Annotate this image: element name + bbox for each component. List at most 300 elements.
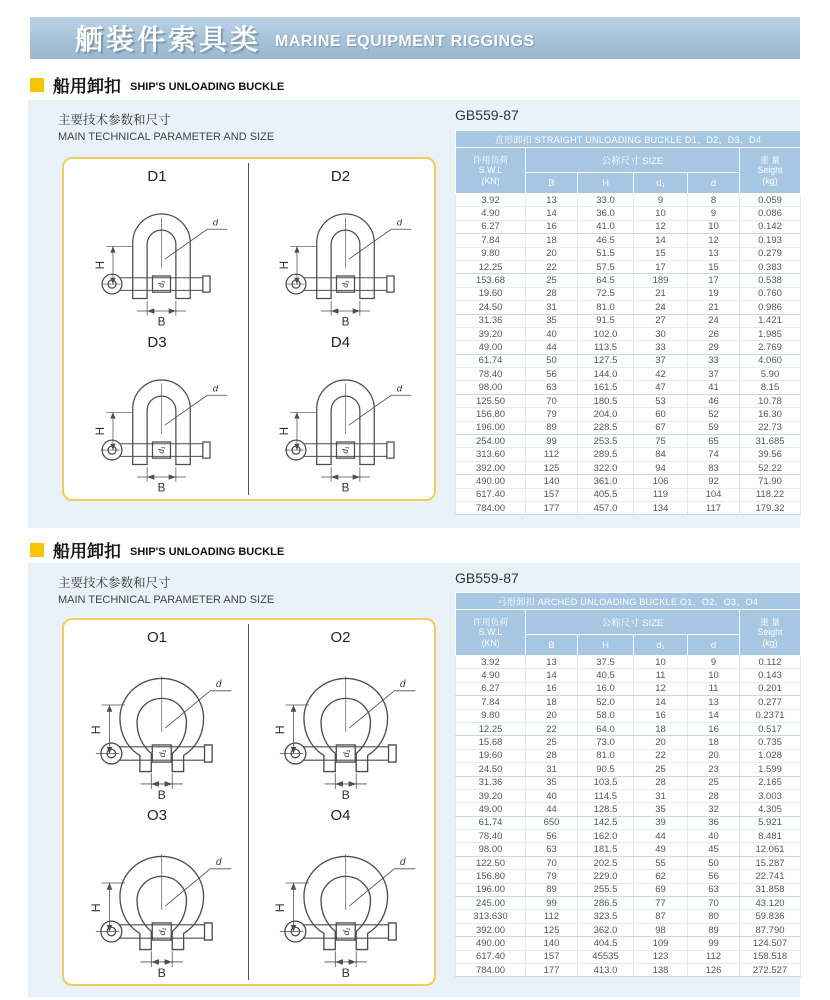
table-cell: 6.27 bbox=[456, 682, 526, 695]
table-cell: 15.287 bbox=[740, 856, 801, 869]
table-cell: 39.20 bbox=[456, 789, 526, 802]
table-row bbox=[456, 937, 801, 950]
table-cell: 45 bbox=[688, 843, 740, 856]
col-swl-en: S.W.L bbox=[478, 165, 503, 176]
table-cell: 18 bbox=[526, 234, 578, 247]
table-row bbox=[456, 682, 801, 695]
table-cell: 457.0 bbox=[578, 501, 634, 514]
table-cell: 162.0 bbox=[578, 830, 634, 843]
table-row bbox=[456, 381, 801, 394]
table-row bbox=[456, 234, 801, 247]
table-cell: 17 bbox=[688, 274, 740, 287]
table-row bbox=[456, 274, 801, 287]
table-cell: 0.193 bbox=[740, 234, 801, 247]
table-cell: 10 bbox=[688, 220, 740, 233]
table-row bbox=[456, 656, 801, 669]
table-cell: 73.0 bbox=[578, 736, 634, 749]
table-cell: 24 bbox=[688, 314, 740, 327]
table-cell: 99 bbox=[526, 897, 578, 910]
table-cell: 392.00 bbox=[456, 461, 526, 474]
table-cell: 14 bbox=[688, 709, 740, 722]
table-cell: 784.00 bbox=[456, 963, 526, 976]
col-weight-unit: (kg) bbox=[762, 175, 778, 186]
table-cell: 99 bbox=[526, 435, 578, 448]
table-cell: 12.061 bbox=[740, 843, 801, 856]
table-cell: 23 bbox=[688, 763, 740, 776]
table-row bbox=[456, 722, 801, 735]
table-row bbox=[456, 247, 801, 260]
page-title-zh: 舾装件索具类 bbox=[75, 24, 262, 55]
table-cell: 2.769 bbox=[740, 341, 801, 354]
col-header-h: H bbox=[578, 173, 634, 194]
table-cell: 36 bbox=[688, 816, 740, 829]
table-cell: 41.0 bbox=[578, 220, 634, 233]
bow-shackle-diagram bbox=[71, 648, 243, 802]
table-cell: 45535 bbox=[578, 950, 634, 963]
table-cell: 9 bbox=[634, 194, 688, 207]
table-cell: 40 bbox=[526, 327, 578, 340]
col-header-swl bbox=[456, 610, 526, 656]
table-cell: 18 bbox=[526, 696, 578, 709]
table-cell: 33.0 bbox=[578, 194, 634, 207]
table-cell: 81.0 bbox=[578, 301, 634, 314]
diagram-label: D1 bbox=[147, 168, 167, 185]
table-cell: 1.599 bbox=[740, 763, 801, 776]
table-cell: 9 bbox=[688, 656, 740, 669]
section-title-zh: 船用卸扣 bbox=[53, 542, 121, 561]
table-cell: 119 bbox=[634, 488, 688, 501]
section-title-en: SHIP'S UNLOADING BUCKLE bbox=[130, 545, 285, 558]
table-cell: 79 bbox=[526, 870, 578, 883]
table-cell: 124.507 bbox=[740, 937, 801, 950]
table-cell: 44 bbox=[526, 341, 578, 354]
table-cell: 0.760 bbox=[740, 287, 801, 300]
d-shackle-diagram bbox=[255, 187, 427, 329]
table-cell: 59 bbox=[688, 421, 740, 434]
table-cell: 179.32 bbox=[740, 501, 801, 514]
table-cell: 12 bbox=[634, 220, 688, 233]
parameter-caption-en: MAIN TECHNICAL PARAMETER AND SIZE bbox=[58, 131, 275, 143]
table-banner: 直形卸扣 STRAIGHT UNLOADING BUCKLE D1、D2、D3、D4 bbox=[456, 131, 801, 148]
table-banner: 弓形卸扣 ARCHED UNLOADING BUCKLE O1、O2、O3、O4 bbox=[456, 593, 801, 610]
table-cell: 156.80 bbox=[456, 408, 526, 421]
table-cell: 255.5 bbox=[578, 883, 634, 896]
table-cell: 4.060 bbox=[740, 354, 801, 367]
table-row bbox=[456, 843, 801, 856]
table-cell: 0.142 bbox=[740, 220, 801, 233]
table-cell: 16 bbox=[634, 709, 688, 722]
table-cell: 55 bbox=[634, 856, 688, 869]
table-cell: 0.517 bbox=[740, 722, 801, 735]
table-cell: 196.00 bbox=[456, 883, 526, 896]
col-header-swl bbox=[456, 148, 526, 194]
table-cell: 58.0 bbox=[578, 709, 634, 722]
table-cell: 99 bbox=[688, 937, 740, 950]
table-cell: 123 bbox=[634, 950, 688, 963]
table-cell: 189 bbox=[634, 274, 688, 287]
table-cell: 0.735 bbox=[740, 736, 801, 749]
table-cell: 490.00 bbox=[456, 475, 526, 488]
table-row bbox=[456, 963, 801, 976]
table-row bbox=[456, 488, 801, 501]
table-cell: 22 bbox=[526, 722, 578, 735]
table-row bbox=[456, 709, 801, 722]
table-cell: 21 bbox=[688, 301, 740, 314]
table-cell: 7.84 bbox=[456, 696, 526, 709]
table-cell: 43.120 bbox=[740, 897, 801, 910]
table-cell: 153.68 bbox=[456, 274, 526, 287]
table-cell: 181.5 bbox=[578, 843, 634, 856]
diagram-label: D2 bbox=[330, 168, 351, 185]
table-cell: 63 bbox=[526, 843, 578, 856]
table-cell: 98.00 bbox=[456, 843, 526, 856]
standard-code: GB559-87 bbox=[455, 570, 519, 586]
col-swl-unit: (KN) bbox=[481, 175, 500, 186]
table-cell: 25 bbox=[634, 763, 688, 776]
table-cell: 10 bbox=[634, 656, 688, 669]
table-cell: 22.73 bbox=[740, 421, 801, 434]
table-cell: 617.40 bbox=[456, 950, 526, 963]
parameter-caption-zh: 主要技术参数和尺寸 bbox=[58, 576, 171, 590]
col-header-size: 公称尺寸 SIZE bbox=[526, 148, 740, 173]
table-cell: 91.5 bbox=[578, 314, 634, 327]
table-cell: 11 bbox=[688, 682, 740, 695]
table-cell: 28 bbox=[688, 789, 740, 802]
diagram-d3 bbox=[66, 329, 249, 495]
table-row bbox=[456, 260, 801, 273]
table-cell: 14 bbox=[634, 696, 688, 709]
table-cell: 28 bbox=[634, 776, 688, 789]
table-cell: 71.90 bbox=[740, 475, 801, 488]
diagram-d1 bbox=[66, 163, 249, 329]
table-row bbox=[456, 883, 801, 896]
table-cell: 161.5 bbox=[578, 381, 634, 394]
table-cell: 3.92 bbox=[456, 656, 526, 669]
diagram-o2 bbox=[249, 624, 432, 802]
table-cell: 12.25 bbox=[456, 260, 526, 273]
table-cell: 60 bbox=[634, 408, 688, 421]
table-cell: 24.50 bbox=[456, 301, 526, 314]
diagram-box-straight bbox=[62, 157, 436, 501]
col-weight-en: Seight bbox=[757, 165, 783, 176]
table-cell: 61.74 bbox=[456, 816, 526, 829]
table-row bbox=[456, 368, 801, 381]
table-cell: 18 bbox=[634, 722, 688, 735]
table-cell: 56 bbox=[526, 830, 578, 843]
d-shackle-diagram bbox=[71, 353, 243, 495]
table-cell: 122.50 bbox=[456, 856, 526, 869]
table-cell: 14 bbox=[634, 234, 688, 247]
table-cell: 103.5 bbox=[578, 776, 634, 789]
table-row bbox=[456, 763, 801, 776]
table-cell: 362.0 bbox=[578, 923, 634, 936]
table-row bbox=[456, 789, 801, 802]
table-cell: 125 bbox=[526, 461, 578, 474]
col-swl-unit: (KN) bbox=[481, 637, 500, 648]
table-cell: 35 bbox=[526, 314, 578, 327]
table-cell: 25 bbox=[688, 776, 740, 789]
table-cell: 228.5 bbox=[578, 421, 634, 434]
table-cell: 0.112 bbox=[740, 656, 801, 669]
table-cell: 202.5 bbox=[578, 856, 634, 869]
table-cell: 42 bbox=[634, 368, 688, 381]
diagram-label: O1 bbox=[146, 629, 167, 646]
table-cell: 19 bbox=[688, 287, 740, 300]
table-cell: 37 bbox=[634, 354, 688, 367]
table-row bbox=[456, 448, 801, 461]
table-cell: 33 bbox=[634, 341, 688, 354]
table-cell: 1.421 bbox=[740, 314, 801, 327]
table-cell: 10.78 bbox=[740, 394, 801, 407]
table-cell: 32 bbox=[688, 803, 740, 816]
table-row bbox=[456, 408, 801, 421]
table-cell: 140 bbox=[526, 475, 578, 488]
table-cell: 31 bbox=[634, 789, 688, 802]
table-cell: 125 bbox=[526, 923, 578, 936]
table-cell: 3.003 bbox=[740, 789, 801, 802]
table-cell: 31.858 bbox=[740, 883, 801, 896]
table-cell: 9.80 bbox=[456, 247, 526, 260]
table-cell: 20 bbox=[526, 247, 578, 260]
table-cell: 89 bbox=[526, 883, 578, 896]
table-cell: 0.201 bbox=[740, 682, 801, 695]
table-cell: 21 bbox=[634, 287, 688, 300]
table-cell: 77 bbox=[634, 897, 688, 910]
yellow-bullet-icon bbox=[30, 78, 44, 92]
table-cell: 196.00 bbox=[456, 421, 526, 434]
diagram-d4 bbox=[249, 329, 432, 495]
spec-table-arched bbox=[455, 592, 801, 977]
col-header-weight bbox=[740, 610, 801, 656]
table-cell: 70 bbox=[526, 856, 578, 869]
table-cell: 8.15 bbox=[740, 381, 801, 394]
table-cell: 229.0 bbox=[578, 870, 634, 883]
table-row bbox=[456, 421, 801, 434]
table-cell: 157 bbox=[526, 488, 578, 501]
table-cell: 41 bbox=[688, 381, 740, 394]
table-row bbox=[456, 501, 801, 514]
table-cell: 39.56 bbox=[740, 448, 801, 461]
table-cell: 14 bbox=[526, 207, 578, 220]
col-header-size: 公称尺寸 SIZE bbox=[526, 610, 740, 635]
table-cell: 16 bbox=[526, 682, 578, 695]
table-cell: 104 bbox=[688, 488, 740, 501]
table-cell: 98.00 bbox=[456, 381, 526, 394]
table-cell: 650 bbox=[526, 816, 578, 829]
table-row bbox=[456, 669, 801, 682]
table-cell: 13 bbox=[688, 696, 740, 709]
col-swl-en: S.W.L bbox=[478, 627, 503, 638]
table-cell: 125.50 bbox=[456, 394, 526, 407]
table-row bbox=[456, 354, 801, 367]
table-row bbox=[456, 923, 801, 936]
diagram-label: O4 bbox=[330, 807, 351, 824]
table-cell: 28 bbox=[526, 287, 578, 300]
diagram-box-arched bbox=[62, 618, 436, 986]
table-cell: 0.986 bbox=[740, 301, 801, 314]
table-cell: 16 bbox=[526, 220, 578, 233]
table-cell: 16 bbox=[688, 722, 740, 735]
table-cell: 322.0 bbox=[578, 461, 634, 474]
table-cell: 392.00 bbox=[456, 923, 526, 936]
table-cell: 39.20 bbox=[456, 327, 526, 340]
table-row bbox=[456, 776, 801, 789]
table-cell: 26 bbox=[688, 327, 740, 340]
col-weight-zh: 重 量 bbox=[759, 616, 781, 627]
table-cell: 57.5 bbox=[578, 260, 634, 273]
table-cell: 37 bbox=[688, 368, 740, 381]
table-cell: 70 bbox=[526, 394, 578, 407]
table-cell: 8 bbox=[688, 194, 740, 207]
table-body bbox=[456, 194, 801, 515]
table-cell: 46.5 bbox=[578, 234, 634, 247]
standard-code: GB559-87 bbox=[455, 107, 519, 123]
table-cell: 15 bbox=[634, 247, 688, 260]
table-cell: 31.685 bbox=[740, 435, 801, 448]
table-cell: 20 bbox=[526, 709, 578, 722]
table-cell: 84 bbox=[634, 448, 688, 461]
table-cell: 0.277 bbox=[740, 696, 801, 709]
table-cell: 19.60 bbox=[456, 287, 526, 300]
table-cell: 157 bbox=[526, 950, 578, 963]
table-cell: 30 bbox=[634, 327, 688, 340]
table-cell: 8.481 bbox=[740, 830, 801, 843]
table-cell: 78.40 bbox=[456, 368, 526, 381]
table-cell: 87 bbox=[634, 910, 688, 923]
col-header-weight bbox=[740, 148, 801, 194]
table-row bbox=[456, 435, 801, 448]
table-cell: 112 bbox=[526, 910, 578, 923]
bow-shackle-diagram bbox=[71, 826, 243, 980]
table-cell: 118.22 bbox=[740, 488, 801, 501]
section-heading-2 bbox=[30, 537, 284, 562]
col-header-d1: d₁ bbox=[634, 635, 688, 656]
table-cell: 62 bbox=[634, 870, 688, 883]
table-cell: 106 bbox=[634, 475, 688, 488]
col-weight-zh: 重 量 bbox=[759, 154, 781, 165]
table-cell: 272.527 bbox=[740, 963, 801, 976]
section-title-zh: 船用卸扣 bbox=[53, 77, 121, 96]
table-cell: 29 bbox=[688, 341, 740, 354]
table-cell: 36.0 bbox=[578, 207, 634, 220]
table-row bbox=[456, 856, 801, 869]
table-cell: 17 bbox=[634, 260, 688, 273]
col-header-b: B bbox=[526, 635, 578, 656]
table-cell: 286.5 bbox=[578, 897, 634, 910]
table-cell: 0.143 bbox=[740, 669, 801, 682]
table-cell: 24.50 bbox=[456, 763, 526, 776]
table-cell: 40 bbox=[688, 830, 740, 843]
table-row bbox=[456, 736, 801, 749]
parameter-caption bbox=[58, 573, 274, 606]
table-cell: 245.00 bbox=[456, 897, 526, 910]
table-cell: 50 bbox=[526, 354, 578, 367]
table-cell: 74 bbox=[688, 448, 740, 461]
section-panel-2 bbox=[28, 563, 800, 997]
table-cell: 20 bbox=[634, 736, 688, 749]
table-cell: 5.921 bbox=[740, 816, 801, 829]
table-cell: 127.5 bbox=[578, 354, 634, 367]
col-header-d1: d₁ bbox=[634, 173, 688, 194]
table-cell: 617.40 bbox=[456, 488, 526, 501]
table-cell: 44 bbox=[634, 830, 688, 843]
table-cell: 112 bbox=[526, 448, 578, 461]
table-cell: 102.0 bbox=[578, 327, 634, 340]
table-cell: 69 bbox=[634, 883, 688, 896]
table-cell: 89 bbox=[526, 421, 578, 434]
bow-shackle-diagram bbox=[255, 826, 427, 980]
table-cell: 83 bbox=[688, 461, 740, 474]
table-cell: 39 bbox=[634, 816, 688, 829]
col-header-h: H bbox=[578, 635, 634, 656]
table-row bbox=[456, 194, 801, 207]
table-cell: 126 bbox=[688, 963, 740, 976]
diagram-label: D4 bbox=[330, 334, 351, 351]
table-cell: 204.0 bbox=[578, 408, 634, 421]
table-row bbox=[456, 314, 801, 327]
diagram-label: D3 bbox=[147, 334, 167, 351]
table-cell: 27 bbox=[634, 314, 688, 327]
table-cell: 109 bbox=[634, 937, 688, 950]
parameter-caption-en: MAIN TECHNICAL PARAMETER AND SIZE bbox=[58, 594, 275, 606]
diagram-o3 bbox=[66, 802, 249, 980]
page-header-banner bbox=[30, 17, 800, 59]
col-weight-unit: (kg) bbox=[762, 637, 778, 648]
table-cell: 117 bbox=[688, 501, 740, 514]
table-cell: 0.2371 bbox=[740, 709, 801, 722]
table-cell: 31.36 bbox=[456, 776, 526, 789]
bow-shackle-diagram bbox=[255, 648, 427, 802]
table-cell: 47 bbox=[634, 381, 688, 394]
table-cell: 3.92 bbox=[456, 194, 526, 207]
table-cell: 22 bbox=[634, 749, 688, 762]
table-cell: 1.985 bbox=[740, 327, 801, 340]
table-cell: 56 bbox=[688, 870, 740, 883]
table-cell: 361.0 bbox=[578, 475, 634, 488]
table-cell: 56 bbox=[526, 368, 578, 381]
table-cell: 25 bbox=[526, 736, 578, 749]
col-header-d: d bbox=[688, 173, 740, 194]
diagram-label: O3 bbox=[146, 807, 167, 824]
table-cell: 51.5 bbox=[578, 247, 634, 260]
page-title-en: MARINE EQUIPMENT RIGGINGS bbox=[275, 33, 535, 50]
table-cell: 22 bbox=[526, 260, 578, 273]
table-cell: 4.90 bbox=[456, 207, 526, 220]
table-cell: 113.5 bbox=[578, 341, 634, 354]
table-cell: 6.27 bbox=[456, 220, 526, 233]
table-cell: 63 bbox=[526, 381, 578, 394]
table-row bbox=[456, 301, 801, 314]
table-cell: 12.25 bbox=[456, 722, 526, 735]
table-cell: 313.60 bbox=[456, 448, 526, 461]
spec-table-straight bbox=[455, 130, 801, 515]
table-cell: 44 bbox=[526, 803, 578, 816]
table-cell: 87.790 bbox=[740, 923, 801, 936]
table-cell: 59.836 bbox=[740, 910, 801, 923]
table-cell: 158.518 bbox=[740, 950, 801, 963]
table-cell: 9 bbox=[688, 207, 740, 220]
section-title-en: SHIP'S UNLOADING BUCKLE bbox=[130, 80, 285, 93]
table-cell: 24 bbox=[634, 301, 688, 314]
table-cell: 254.00 bbox=[456, 435, 526, 448]
col-swl-zh: 许用负荷 bbox=[472, 154, 509, 165]
table-row bbox=[456, 816, 801, 829]
parameter-caption bbox=[58, 110, 274, 143]
d-shackle-diagram bbox=[71, 187, 243, 329]
table-cell: 4.305 bbox=[740, 803, 801, 816]
table-cell: 253.5 bbox=[578, 435, 634, 448]
table-row bbox=[456, 394, 801, 407]
